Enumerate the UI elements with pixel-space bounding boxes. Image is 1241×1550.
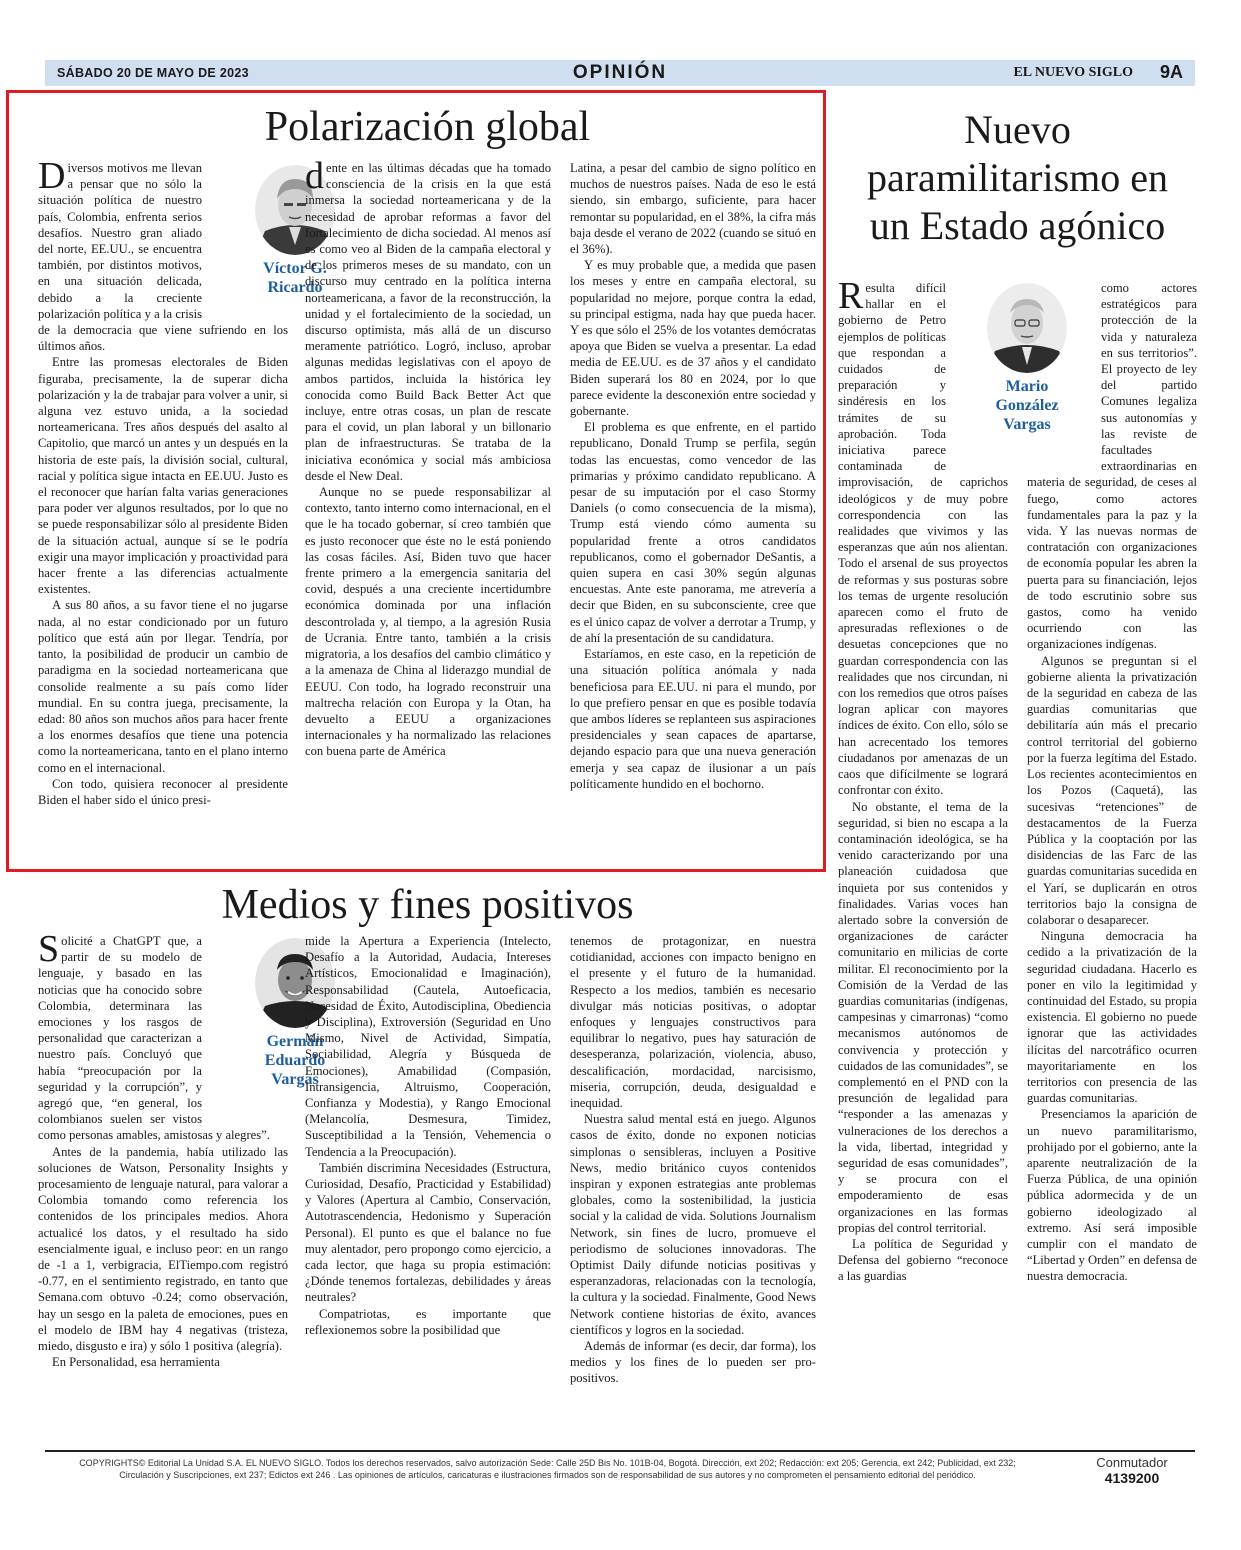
footer-divider xyxy=(45,1450,1195,1452)
paragraph: Con todo, quisiera reconocer al presidente Biden el haber sido el único presi- xyxy=(38,776,288,807)
paragraph: Solicité a ChatGPT que, a partir de su modelo de lenguaje, y basado en las noticias que ha conocido sobre Colombia, determinara las emociones y los rasgos de personalidad que caracterizan a nuestro país. Concluyó que había “preocupación por la seguridad y la corrupción”, y agregó que, “en general, los colombianos suelen ser vistos como personas amables, amistosas y alegres”. xyxy=(38,933,270,1143)
paragraph: Estaríamos, en este caso, en la repetición de una situación política anómala y nada beneficiosa para EE.UU. ni para el mundo, por lo que prefiero pensar en que es posible todavía que ambos líderes se replanteen sus aspiraciones presidenciales y sean capaces de apartarse, dejando espacio para que una nueva generación emerja y sea capaz de ilusionar a un país políticamente hundido en el bochorno. xyxy=(570,647,816,791)
paragraph: Latina, a pesar del cambio de signo político en muchos de nuestros países. Nada de eso le está siendo, sin embargo, suficiente, para hacer remontar su popularidad, en el 38%, la cifra más baja desde el verano de 2022 (cuando se situó en el 36%). xyxy=(570,161,816,257)
paragraph: Además de informar (es decir, dar forma), los medios y los fines de lo pueden ser pro-positivos. xyxy=(570,1339,816,1386)
switchboard-info xyxy=(1082,1455,1182,1486)
page-number: 9A xyxy=(1159,62,1183,82)
paragraph: El problema es que enfrente, en el partido republicano, Donald Trump se perfila, según todas las encuestas, como vencedor de las primarias y próximo candidato republicano. A pesar de su imputación por el caso Stormy Daniels (o como consecuencia de la misma), Trump está viendo cómo aumenta su popularidad frente a otros candidatos republicanos, como el gobernador DeSantis, a quien supera en casi 30% según algunas encuestas. Ante este panorama, me atrevería a decir que Biden, en su subconsciente, cree que es el único capaz de volver a derrotar a Trump, y de ahí la presentación de su candidatura. xyxy=(570,420,816,645)
article2-column-1 xyxy=(838,280,1008,1435)
paragraph: Antes de la pandemia, había utilizado las soluciones de Watson, Personality Insights y procesamiento de lenguaje natural, para valorar a Colombia tomando como referencia los contenidos de los principales medios. Ahora actualicé los datos, y el resultado ha sido esencialmente igual, e incluso peor: en un rango de -1 a 1, verbigracia, ElTiempo.com registró -0.77, en el sentimiento registrado, en tanto que Semana.com obtuvo -0.24; como observación, hay un sesgo en la paleta de emociones, pues en el modelo de IBM hay 4 negativas (tristeza, miedo, disgusto e ira) y sólo 1 positiva (alegría). xyxy=(38,1144,288,1354)
article2-title xyxy=(835,106,1200,250)
switchboard-number: 4139200 xyxy=(1104,1470,1160,1486)
article1-column-3 xyxy=(570,160,816,865)
paragraph: Y es muy probable que, a medida que pasen los meses y entre en campaña electoral, su popularidad no mejore, porque contra la edad, su principal estigma, nada hay que pueda hacer. Y es que sólo el 25% de los votantes demócratas apoya que Biden se vuelva a presentar. La edad media de EE.UU. es de 37 años y el candidato Biden superará los 80 en 2024, por lo que parece evidente la desconexión entre sociedad y gobernante. xyxy=(570,258,816,419)
paragraph: La política de Seguridad y Defensa del gobierno “reconoce a las guardias xyxy=(838,1236,1008,1284)
copyright-notice xyxy=(45,1457,1050,1481)
title-line: Nuevo xyxy=(964,107,1071,152)
article2-column-2 xyxy=(1027,280,1197,1435)
paragraph: Ninguna democracia ha cedido a la privatización de la seguridad ciudadana. Hacerlo es poner en vilo la legitimidad y continuidad del Estado, su propia existencia. El gobierno no puede ignorar que las actividades ilícitas del narcotráfico ocurren mayoritariamente en los territorios con presencia de las guardas comunitarias. xyxy=(1027,929,1197,1106)
issue-date: SÁBADO 20 DE MAYO DE 2023 xyxy=(57,66,249,80)
author-name-line: Eduardo xyxy=(264,1052,326,1069)
page-masthead xyxy=(45,60,1195,86)
author-name-line: Vargas xyxy=(1003,416,1051,433)
author-name-line: Germán xyxy=(266,1033,324,1050)
paragraph: A sus 80 años, a su favor tiene el no jugarse nada, al no estar condicionado por un futuro político que está aún por llegar. Tendría, por tanto, la posibilidad de producir un cambio de paradigma en la sociedad norteamericana que consolide realmente a su país como líder mundial. En su contra juega, precisamente, la edad: 80 años son muchos años para hacer frente a los enormes desafíos que tiene una potencia como la norteamericana, tanto en el plano interno como en el internacional. xyxy=(38,598,288,775)
article1-title: Polarización global xyxy=(264,104,591,150)
newspaper-logo: EL NUEVO SIGLO xyxy=(1013,65,1133,80)
author-name-line: Ricardo xyxy=(267,279,323,296)
switchboard-label: Conmutador xyxy=(1096,1455,1168,1470)
paragraph: También discrimina Necesidades (Estructura, Curiosidad, Desafío, Practicidad y Estabilidad) y Valores (Apertura al Cambio, Conservación, Autotrascendencia, Hedonismo y Superación Personal). El punto es que el balance no fue muy alentador, pero propongo como ejercicio, a cada lector, que haga su propia estimación: ¿Dónde tenemos fortalezas, debilidades y áreas neutrales? xyxy=(305,1160,551,1305)
paragraph: Algunos se preguntan si el gobierne alienta la privatización de la seguridad en cabeza de las guardias comunitarias que debilitaría aún más el precario control territorial del gobierno por la fuerza legítima del Estado. Los recientes acontecimientos en los Pozos (Caquetá), las sucesivas “retenciones” de destacamentos de la Fuerza Pública y la cooptación por las disidencias de las Farc de las guardas comunitarias sucedida en el Yarí, se duplicarán en otros territorios bajo la consigna de colaborar o desaparecer. xyxy=(1027,653,1197,927)
article3-column-1 xyxy=(38,933,288,1433)
article3-title: Medios y fines positivos xyxy=(221,882,634,928)
paragraph: tenemos de protagonizar, en nuestra cotidianidad, acciones con impacto benigno en el presente y el futuro de la humanidad. Respecto a los medios, también es necesario divulgar más noticias positivas, o adoptar enfoques y lenguajes constructivos para equilibrar lo negativo, pues hay saturación de desesperanza, polarización, violencia, abuso, descalificación, mordacidad, narcisismo, miseria, corrupción, deuda, desigualdad e inequidad. xyxy=(570,934,816,1111)
author-name-line: Mario xyxy=(1005,378,1049,395)
paragraph: mide la Apertura a Experiencia (Intelecto, Desafío a la Autoridad, Audacia, Intereses Artísticos, Emocionalidad e Imaginación), Responsabilidad (Cautela, Autoeficacia, Necesidad de Éxito, Autodisciplina, Obediencia y Disciplina), Extroversión (Seguridad en Uno Mismo, Nivel de Actividad, Simpatía, Sociabilidad, Alegría y Búsqueda de Emociones), Amabilidad (Compasión, Intransigencia, Altruismo, Cooperación, Confianza y Modestia), y Rango Emocional (Melancolía, Desmesura, Timidez, Susceptibilidad a la Tensión, Vehemencia o Tendencia a la Preocupación). xyxy=(305,934,551,1159)
paragraph: Entre las promesas electorales de Biden figuraba, precisamente, la de superar dicha polarización y la de trabajar para volver a unir, si alguna vez estuvo unida, a la sociedad norteamericana. Tres años después del asalto al Capitolio, que marcó un antes y un después en la historia de este país, la división social, cultural, racial y política sigue intacta en EE.UU. Justo es el reconocer que harían falta varias generaciones para poder ver algunos resultados, por lo que no se puede responsabilizar sólo al presidente Biden de la situación actual, aunque sí se le podría exigir una mayor implicación y proactividad para hacer frente a las diferencias actualmente existentes. xyxy=(38,355,288,597)
author-name-line: Vargas xyxy=(271,1071,319,1088)
paragraph: Nuestra salud mental está en juego. Algunos casos de éxito, donde no exponen noticias simplonas o sensibleras, incluyen a Positive News, medio británico cuyos contenidos inspiran y exponen estrategias ante problemas globales, como la sostenibilidad, la justicia social y la calidad de vida. Solutions Journalism Network, sin fines de lucro, promueve el periodismo de soluciones innovadoras. The Optimist Daily difunde noticias positivas y esperanzadoras, relacionadas con la tecnología, la cultura y la sociedad. Finalmente, Good News Network contiene historias de éxito, avances científicos y logros en la sociedad. xyxy=(570,1112,816,1337)
author-name-line: González xyxy=(995,397,1059,414)
paragraph: dente en las últimas décadas que ha tomado consciencia de la crisis en la que está inmersa la sociedad norteamericana y de la necesidad de aprobar reformas a favor del fortalecimiento de dicha sociedad. Al menos así es como veo al Biden de la campaña electoral y de los primeros meses de su mandato, con un discurso muy centrado en la política interna norteamericana, a favor de la reconstrucción, la unidad y el fortalecimiento de la sociedad, un discurso optimista, más allá de un discurso meramente patriótico. Logró, incluso, aprobar algunas medidas legislativas con el apoyo de ambos partidos, incluida la histórica ley conocida como Build Back Better Act que incluye, entre otras cosas, un plan de rescate para el covid, un plan laboral y un billonario plan de infraestructuras. Se trataba de la iniciativa económica y social más ambiciosa desde el New Deal. xyxy=(305,160,551,483)
section-title: OPINIÓN xyxy=(572,62,668,83)
paragraph: Presenciamos la aparición de un nuevo paramilitarismo, prohijado por el gobierno, ante la aparente neutralización de la Fuerza Pública, de una opinión pública adormecida y de un gobierno ideologizado al extremo. Así será imposible cumplir con el mandato de “Libertad y Orden” en defensa de nuestra democracia. xyxy=(1027,1107,1197,1284)
article3-column-3 xyxy=(570,933,816,1433)
article1-column-2 xyxy=(305,160,551,865)
title-line: un Estado agónico xyxy=(869,203,1166,248)
paragraph: Compatriotas, es importante que reflexionemos sobre la posibilidad que xyxy=(305,1306,551,1337)
paragraph: Aunque no se puede responsabilizar al contexto, tanto interno como internacional, en el que le ha tocado gobernar, sí creo también que es justo reconocer que éste no le está poniendo las cosas fáciles. Así, Biden tuvo que hacer frente primero a la emergencia sanitaria del covid, después a una creciente incertidumbre económica dominada por una inflación descontrolada y, al tiempo, a la agresión Rusia de Ucrania. Entre tanto, también a la crisis migratoria, a los desafíos del cambio climático y a la amenaza de China al liderazgo mundial de EEUU. Con todo, ha logrado reconstruir una maltrecha relación con Europa y la Otan, ha devuelto a EEUU a organizaciones internacionales y ha normalizado las relaciones con buena parte de América xyxy=(305,485,551,759)
copyright-line: COPYRIGHTS© Editorial La Unidad S.A. EL NUEVO SIGLO. Todos los derechos reservados, salvo autorización Sede: Calle 25D Bis No. 101B-04, Bogotá. Dirección, ext 202; Redacción: ext 205; Gerencia, ext 242; Publicidad, ext 232; xyxy=(79,1458,1016,1468)
paragraph: Diversos motivos me llevan a pensar que no sólo la situación política de nuestro país, Colombia, enfrenta serios desafíos. Nuestro gran aliado del norte, EE.UU., se encuentra también, por distintos motivos, en una situación delicada, debido a la creciente polarización política y a la crisis de la democracia que viene sufriendo en los últimos años. xyxy=(38,160,288,354)
paragraph: En Personalidad, esa herramienta xyxy=(52,1355,220,1370)
paragraph: No obstante, el tema de la seguridad, si bien no escapa a la contaminación ideológica, se ha venido caracterizando por una planeación cuidadosa que inquieta por sus contenidos y finalidades. Varias voces han alertado sobre la conversión de organizaciones de carácter comunitario en milicias de corte militar. El reconocimiento por la Comisión de la Verdad de las guardias comunitarias (indígenas, campesinas y cimarronas) “como mecanismos autónomos de convivencia y protección y cuidados de las comunidades”, se complementó en el PND con la presunción de legalidad para “responder a las amenazas y vulneraciones de los derechos a la vida, libertad, integridad y seguridad de esas comunidades”, y se procura con el empoderamiento de esas organizaciones en las formas propias del control territorial. xyxy=(838,799,1008,1235)
article3-column-2 xyxy=(305,933,551,1433)
author-name-line: Víctor G. xyxy=(263,260,327,277)
title-line: paramilitarismo en xyxy=(866,155,1168,200)
paragraph: como actores estratégicos para protección de la vida y naturaleza en sus territorios”. El proyecto de ley del partido Comunes legaliza sus autonomías y las reviste de facultades extraordinarias en materia de seguridad, de ceses al fuego, como actores fundamentales para la paz y la vida. Y las nuevas normas de contratación con organizaciones de economía popular les abren la puerta para su financiación, lejos de todo escrutinio sobre sus gastos, como ha venido ocurriendo con las organizaciones indígenas. xyxy=(1027,281,1197,652)
copyright-line: Circulación y Suscripciones, ext 237; Edictos ext 246 . Las opiniones de artículos, caricaturas e ilustraciones firmados son de responsabilidad de sus autores y no comprometen el pensamiento editorial del periódico. xyxy=(119,1470,976,1480)
article1-column-1 xyxy=(38,160,288,865)
paragraph: Resulta difícil hallar en el gobierno de Petro ejemplos de políticas que respondan a cuidados de preparación y sindéresis en los trámites de su aprobación. Toda iniciativa parece contaminada de improvisación, de caprichos ideológicos y de muy pobre correspondencia con las realidades que vivimos y las esperanzas que aún nos alientan. Todo el arsenal de sus proyectos de reformas y sus posturas sobre los temas de urgente resolución aparecen como el fruto de apresuradas reflexiones o de desuetas concepciones que no guardan correspondencia con las realidades que nos circundan, ni con los remedios que otros países logran aplicar con mayores índices de éxito. Con ello, sólo se han acrecentado los temores ciudadanos por amenazas de un caos que difícilmente se logrará confrontar con éxito. xyxy=(838,280,1008,798)
